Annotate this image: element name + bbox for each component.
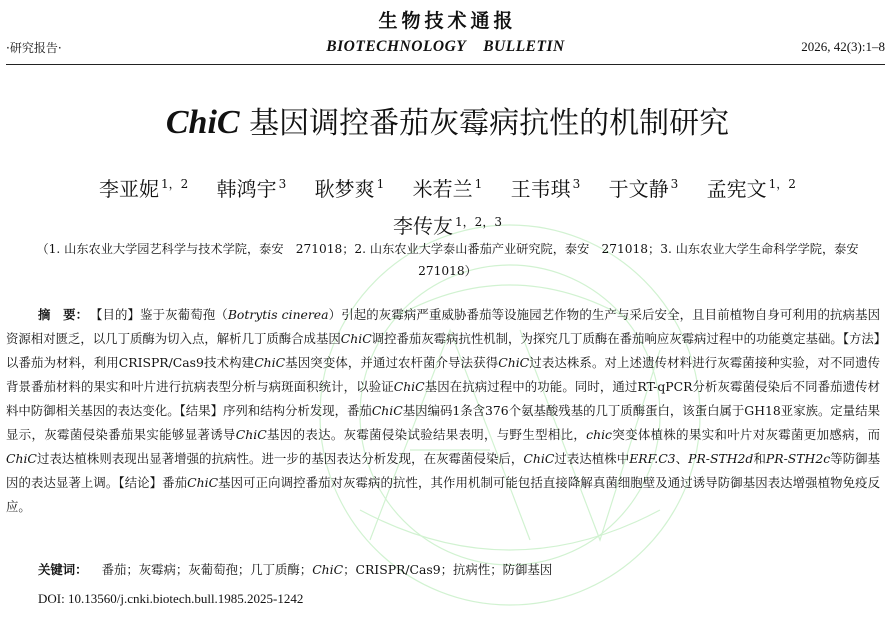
journal-title-cn: 生物技术通报 xyxy=(378,10,517,32)
paper-title xyxy=(0,98,895,142)
author: 耿梦爽 $^1$ xyxy=(314,176,385,201)
author: 王韦琪 $^3$ xyxy=(510,176,581,201)
title-text: 基因调控番茄灰霉病抗性的机制研究 xyxy=(239,106,730,141)
running-header xyxy=(6,38,885,60)
affiliations: （1. 山东农业大学园艺科学与技术学院，泰安 271018；2. 山东农业大学泰山番茄产业研究院，泰安 271018；3. 山东农业大学生命科学学院，泰安 271018） xyxy=(36,242,871,278)
author: 于文静 $^3$ xyxy=(608,176,679,201)
abstract: 摘 要： 【目的】鉴于灰葡萄孢（Botrytis cinerea）引起的灰霉病严重威胁番茄等设施园艺作物的生产与采后安全，且目前植物自身可利用的抗病基因资源相对匮乏，以几丁质酶为切入点，解析几丁质酶合成基因ChiC调控番茄灰霉病抗性机制，为探究几丁质酶在番茄响应灰霉病过程中的功能奠定基础。【方法】以番茄为材料，利用CRISPR/Cas9技术构建ChiC基因突变体，并通过农杆菌介导法获得ChiC过表达株系。对上述遗传材料进行灰霉菌接种实验，对不同遗传背景番茄材料的果实和叶片进行抗病表型分析与病斑面积统计，以验证ChiC基因在抗病过程中的功能。同时，通过RT-qPCR分析灰霉菌侵染后不同番茄遗传材料中防御相关基因的表达变化。【结果】序列和结构分析发现，番茄ChiC基因编码1条含376个氨基酸残基的几丁质酶蛋白，该蛋白属于GH18亚家族。定量结果显示，灰霉菌侵染番茄果实能够显著诱导ChiC基因的表达。灰霉菌侵染试验结果表明，与野生型相比，chic突变体植株的果实和叶片对灰霉菌更加感病，而ChiC过表达植株则表现出显著增强的抗病性。进一步的基因表达分析发现，在灰霉菌侵染后，ChiC过表达植株中ERF.C3、PR-STH2d和PR-STH2c等防御基因的表达显著上调。【结论】番茄ChiC基因可正向调控番茄对灰霉病的抗性，其作用机制可能包括直接降解真菌细胞壁及通过诱导防御基因表达增强植物免疫反应。 xyxy=(6,307,881,514)
author: 孟宪文 $^{1,2}$ xyxy=(706,176,796,201)
author-list xyxy=(0,168,895,243)
keywords: 关键词： 番茄；灰霉病；灰葡萄孢；几丁质酶；ChiC；CRISPR/Cas9；抗病性；防御基因 xyxy=(38,562,553,577)
author: 李传友 $^{1,2,3}$ xyxy=(393,214,502,239)
doi: DOI: 10.13560/j.cnki.biotech.bull.1985.2025-1242 xyxy=(38,591,304,606)
keywords-label: 关键词： xyxy=(38,562,88,577)
citation: 2026, 42(3):1–8 xyxy=(801,39,885,54)
author: 李亚妮 $^{1,2}$ xyxy=(99,176,189,201)
title-gene: ChiC xyxy=(165,104,240,141)
section-label: ·研究报告· xyxy=(6,41,62,55)
journal-title-en: BIOTECHNOLOGY BULLETIN xyxy=(326,38,565,55)
abstract-label: 摘 要： xyxy=(38,307,89,322)
author: 米若兰 $^1$ xyxy=(412,176,483,201)
author: 韩鸿宇 $^3$ xyxy=(216,176,287,201)
header-rule xyxy=(6,64,885,65)
